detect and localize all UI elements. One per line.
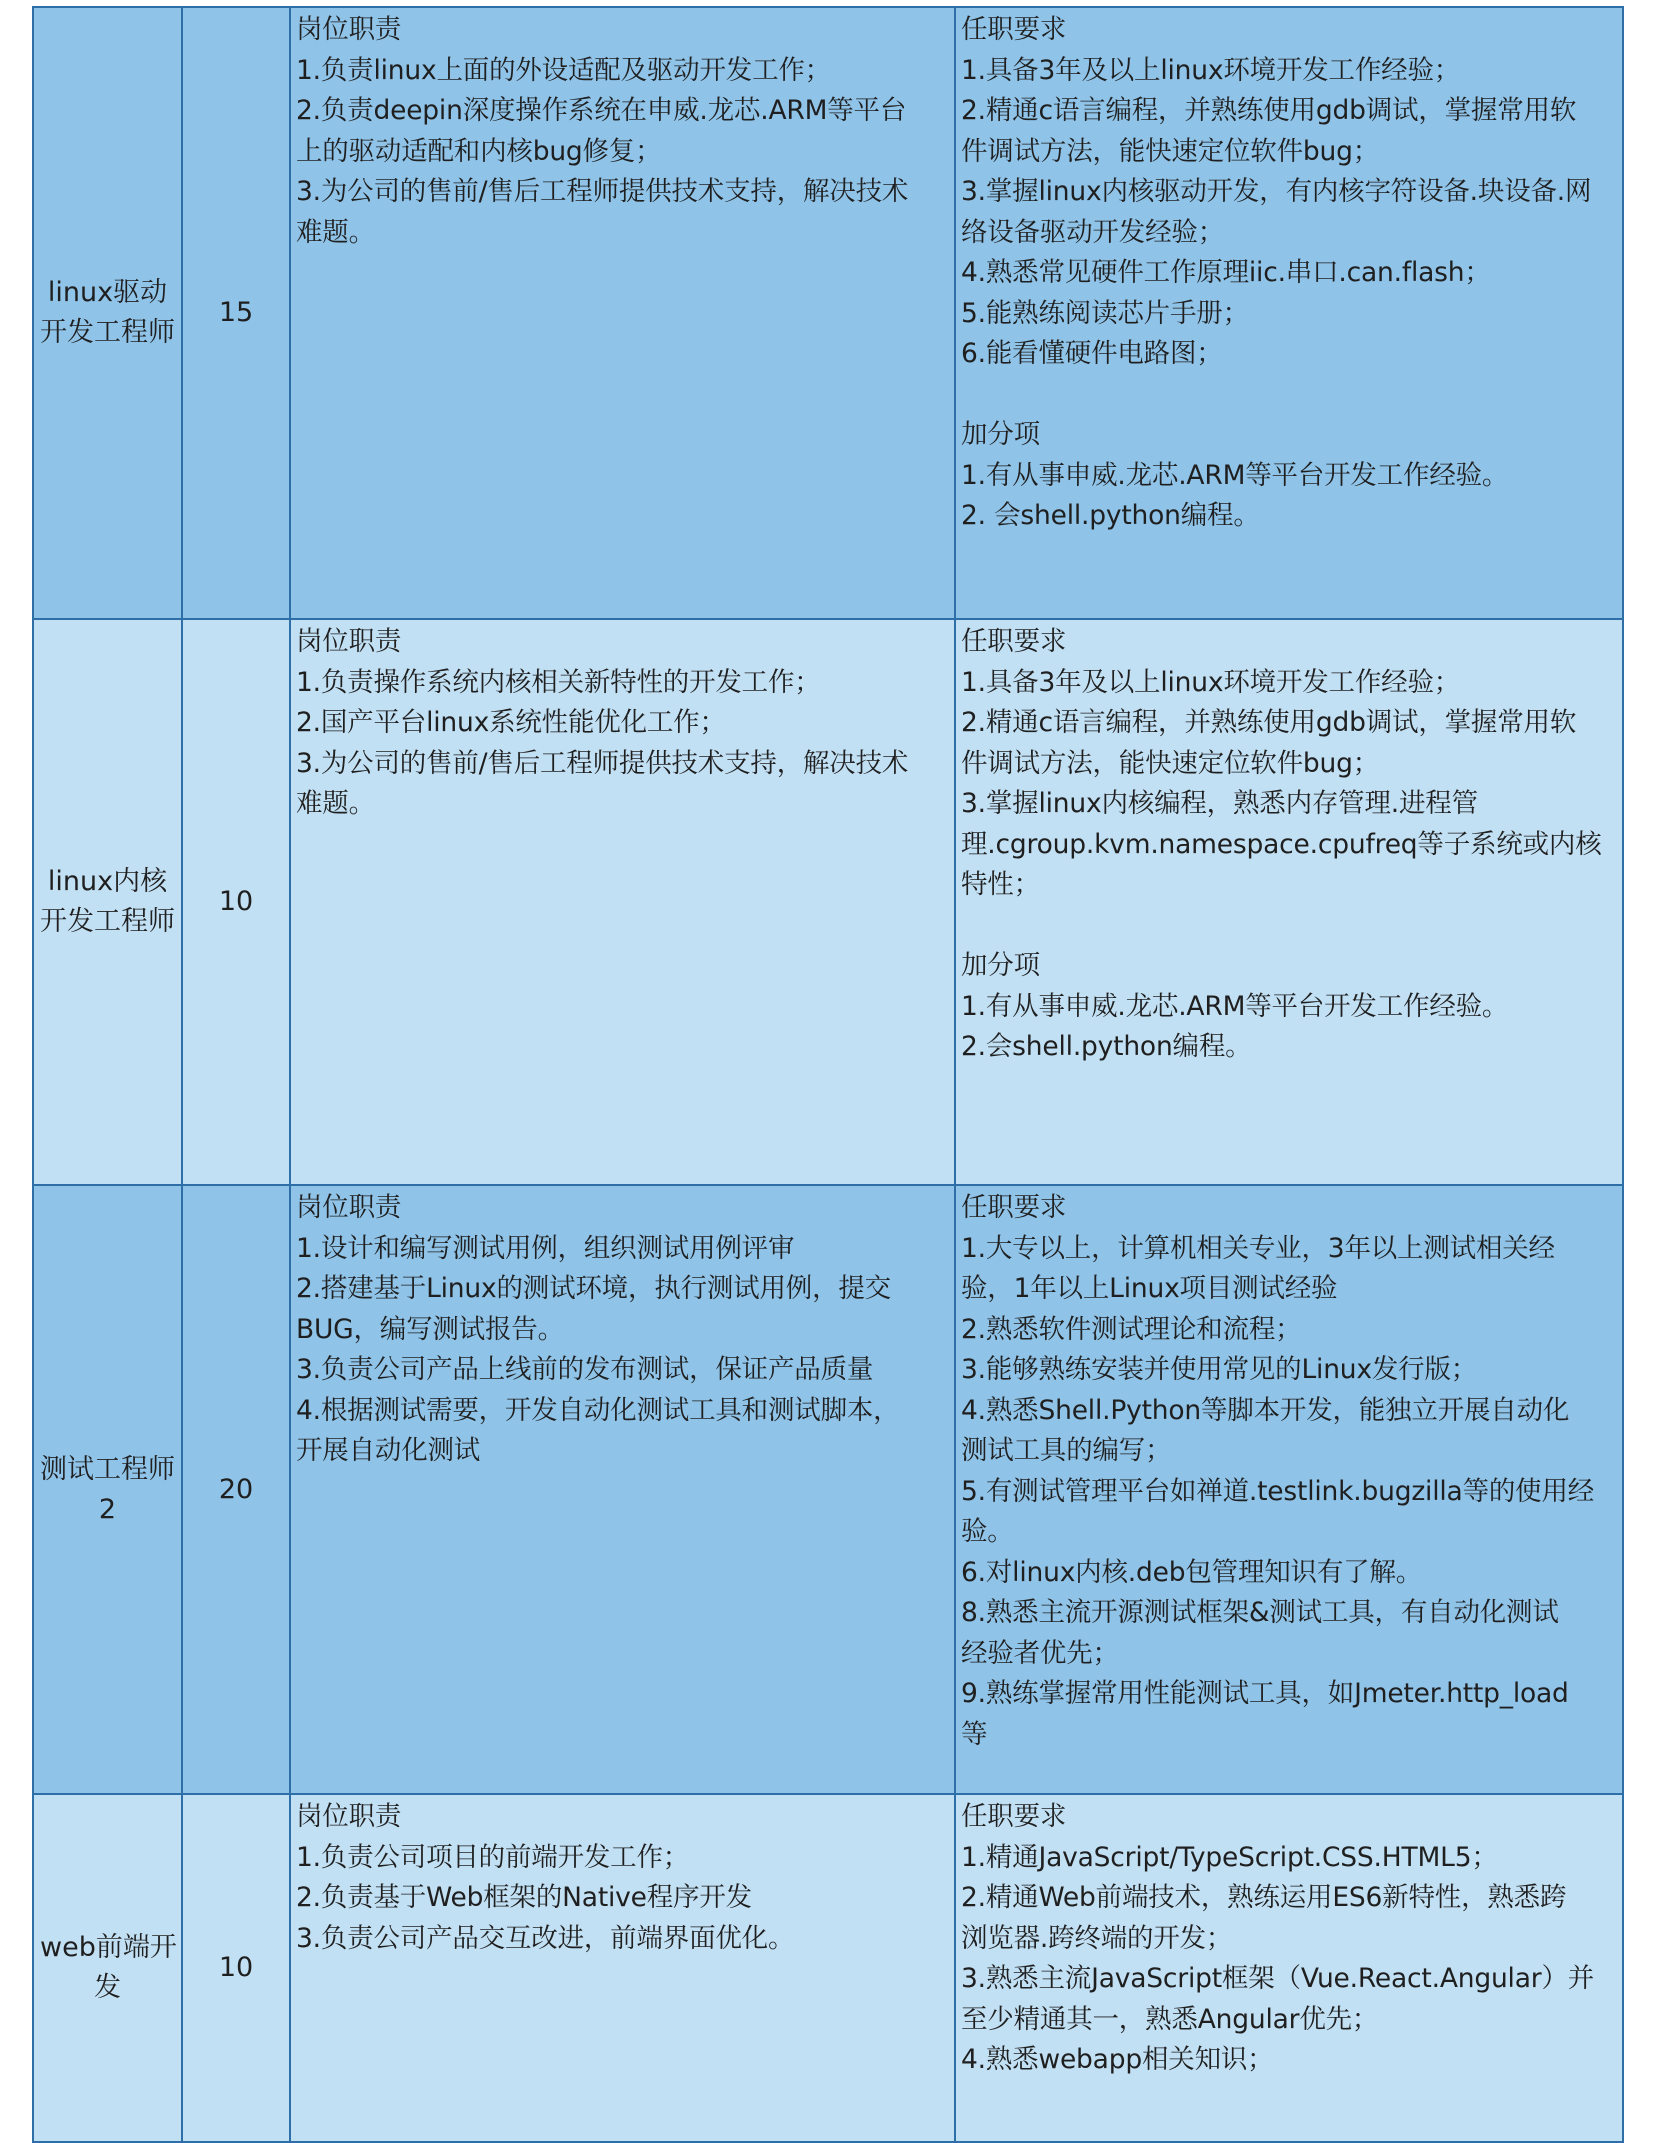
text-line: 1.负责linux上面的外设适配及驱动开发工作； xyxy=(296,54,831,86)
position-title xyxy=(33,619,182,1185)
text-line: 岗位职责 xyxy=(296,1192,402,1223)
text-line: 8.熟悉主流开源测试框架&测试工具，有自动化测试 xyxy=(961,1597,1559,1628)
position-title xyxy=(33,1794,182,2142)
text-line: 浏览器.跨终端的开发； xyxy=(961,1922,1233,1954)
text-line: 2.负责基于Web框架的Native程序开发 xyxy=(296,1882,752,1913)
text-line: 1.精通JavaScript/TypeScript.CSS.HTML5； xyxy=(961,1841,1498,1873)
duties-text xyxy=(296,622,950,825)
text-line: BUG，编写测试报告。 xyxy=(296,1313,564,1345)
text-line: 难题。 xyxy=(296,216,375,248)
text-line: 3.负责公司产品上线前的发布测试，保证产品质量 xyxy=(296,1354,874,1385)
position-title-line: 开发工程师 xyxy=(40,317,175,348)
text-line: 任职要求 xyxy=(961,14,1067,45)
text-line: 难题。 xyxy=(296,788,375,819)
requirements-text xyxy=(961,10,1618,537)
requirements-text xyxy=(961,622,1618,1068)
text-line: 经验者优先； xyxy=(961,1637,1119,1669)
text-line: 4.熟悉webapp相关知识； xyxy=(961,2044,1274,2075)
headcount: 10 xyxy=(182,1794,290,2142)
headcount: 20 xyxy=(182,1185,290,1794)
position-title-line: web前端开 xyxy=(40,1932,177,1963)
duties-cell xyxy=(290,7,955,619)
position-title-line: 发 xyxy=(94,1972,121,2003)
text-line xyxy=(961,906,1618,947)
duties-text xyxy=(296,10,950,253)
text-line: 9.熟练掌握常用性能测试工具，如Jmeter.http_load xyxy=(961,1678,1569,1709)
duties-cell xyxy=(290,619,955,1185)
text-line: 3.熟悉主流JavaScript框架（Vue.React.Angular）并 xyxy=(961,1963,1595,1994)
text-line: 2. 会shell.python编程。 xyxy=(961,500,1260,531)
position-title-line: 测试工程师 xyxy=(40,1453,175,1485)
duties-cell xyxy=(290,1794,955,2142)
requirements-text xyxy=(961,1188,1618,1755)
requirements-cell xyxy=(955,1185,1623,1794)
text-line: 2.国产平台linux系统性能优化工作； xyxy=(296,707,726,738)
text-line: 2.精通Web前端技术，熟练运用ES6新特性，熟悉跨 xyxy=(961,1882,1567,1913)
text-line: 2.熟悉软件测试理论和流程； xyxy=(961,1313,1302,1345)
text-line: 测试工具的编写； xyxy=(961,1435,1172,1466)
requirements-cell xyxy=(955,7,1623,619)
table-row xyxy=(33,1185,1623,1794)
text-line: 6.能看懂硬件电路图； xyxy=(961,338,1223,369)
text-line: 件调试方法，能快速定位软件bug； xyxy=(961,135,1380,167)
text-line: 1.设计和编写测试用例，组织测试用例评审 xyxy=(296,1232,795,1264)
text-line: 岗位职责 xyxy=(296,626,402,657)
duties-text xyxy=(296,1797,950,1959)
text-line: 等 xyxy=(961,1718,988,1750)
text-line: 2.会shell.python编程。 xyxy=(961,1031,1252,1062)
text-line: 1.负责操作系统内核相关新特性的开发工作； xyxy=(296,666,821,698)
text-line: 加分项 xyxy=(961,950,1040,981)
text-line: 开展自动化测试 xyxy=(296,1435,481,1466)
text-line: 3.掌握linux内核驱动开发，有内核字符设备.块设备.网 xyxy=(961,176,1592,207)
text-line: 岗位职责 xyxy=(296,14,402,45)
table-row xyxy=(33,619,1623,1185)
text-line: 1.负责公司项目的前端开发工作； xyxy=(296,1841,690,1873)
text-line: 4.熟悉Shell.Python等脚本开发，能独立开展自动化 xyxy=(961,1394,1570,1426)
text-line xyxy=(961,375,1618,416)
text-line: 3.为公司的售前/售后工程师提供技术支持，解决技术 xyxy=(296,176,909,207)
requirements-cell xyxy=(955,619,1623,1185)
text-line: 络设备驱动开发经验； xyxy=(961,216,1224,248)
position-title xyxy=(33,1185,182,1794)
text-line: 任职要求 xyxy=(961,626,1067,657)
text-line: 任职要求 xyxy=(961,1801,1067,1832)
position-title-line: 开发工程师 xyxy=(40,906,175,937)
text-line: 1.具备3年及以上linux环境开发工作经验； xyxy=(961,666,1461,698)
text-line: 5.有测试管理平台如禅道.testlink.bugzilla等的使用经 xyxy=(961,1475,1595,1507)
table-row xyxy=(33,7,1623,619)
text-line: 任职要求 xyxy=(961,1192,1067,1223)
text-line: 5.能熟练阅读芯片手册； xyxy=(961,297,1249,329)
position-title-line: linux驱动 xyxy=(47,277,168,308)
text-line: 4.熟悉常见硬件工作原理iic.串口.can.flash； xyxy=(961,257,1491,288)
position-title-line: 2 xyxy=(98,1493,117,1525)
text-line: 2.搭建基于Linux的测试环境，执行测试用例，提交 xyxy=(296,1273,891,1304)
text-line: 2.精通c语言编程，并熟练使用gdb调试，掌握常用软 xyxy=(961,95,1577,126)
text-line: 6.对linux内核.deb包管理知识有了解。 xyxy=(961,1556,1423,1588)
job-table xyxy=(32,6,1624,2143)
duties-cell xyxy=(290,1185,955,1794)
text-line: 加分项 xyxy=(961,419,1040,450)
text-line: 4.根据测试需要，开发自动化测试工具和测试脚本， xyxy=(296,1394,900,1426)
requirements-cell xyxy=(955,1794,1623,2142)
text-line: 1.有从事申威.龙芯.ARM等平台开发工作经验。 xyxy=(961,459,1509,491)
position-title-line: linux内核 xyxy=(47,866,168,897)
text-line: 3.负责公司产品交互改进，前端界面优化。 xyxy=(296,1922,795,1954)
text-line: 上的驱动适配和内核bug修复； xyxy=(296,135,662,167)
headcount: 10 xyxy=(182,619,290,1185)
text-line: 2.精通c语言编程，并熟练使用gdb调试，掌握常用软 xyxy=(961,707,1577,738)
text-line: 1.具备3年及以上linux环境开发工作经验； xyxy=(961,54,1461,86)
text-line: 3.掌握linux内核编程，熟悉内存管理.进程管 xyxy=(961,788,1478,819)
text-line: 1.大专以上，计算机相关专业，3年以上测试相关经 xyxy=(961,1232,1555,1264)
text-line: 验。 xyxy=(961,1516,1014,1547)
text-line: 2.负责deepin深度操作系统在申威.龙芯.ARM等平台 xyxy=(296,95,907,126)
position-title xyxy=(33,7,182,619)
text-line: 1.有从事申威.龙芯.ARM等平台开发工作经验。 xyxy=(961,990,1509,1022)
duties-text xyxy=(296,1188,950,1472)
headcount: 15 xyxy=(182,7,290,619)
text-line: 特性； xyxy=(961,869,1040,900)
text-line: 3.为公司的售前/售后工程师提供技术支持，解决技术 xyxy=(296,747,909,779)
text-line: 岗位职责 xyxy=(296,1801,402,1832)
text-line: 件调试方法，能快速定位软件bug； xyxy=(961,747,1380,779)
text-line: 理.cgroup.kvm.namespace.cpufreq等子系统或内核 xyxy=(961,828,1602,860)
text-line: 验，1年以上Linux项目测试经验 xyxy=(961,1273,1338,1304)
table-row xyxy=(33,1794,1623,2142)
requirements-text xyxy=(961,1797,1618,2081)
text-line: 至少精通其一，熟悉Angular优先； xyxy=(961,2003,1379,2035)
text-line: 3.能够熟练安装并使用常见的Linux发行版； xyxy=(961,1354,1478,1385)
